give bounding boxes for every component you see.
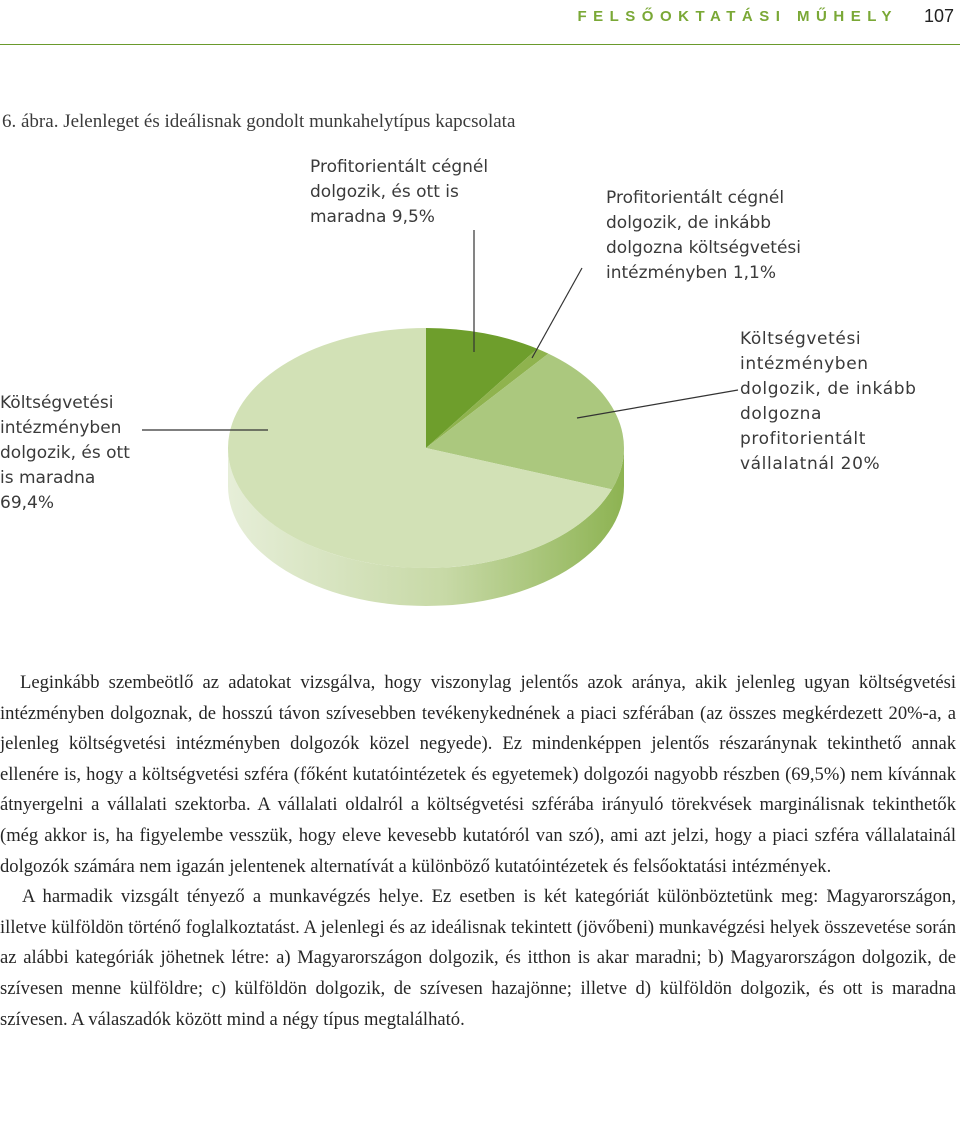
label-profit-to-budget: Profitorientált cégnél dolgozik, de inkább dolgozna költségvetési intézményben 1,1%: [606, 188, 801, 283]
figure-caption: 6. ábra. Jelenleget és ideálisnak gondolt munkahelytípus kapcsolata: [2, 111, 516, 132]
paragraph: Leginkább szembeötlő az adatokat vizsgálva, hogy viszonylag jelentős azok aránya, akik jelenleg ugyan költségvetési intézményben dolgoznak, de hosszú távon szívesebben tevékenykednének a piaci szférában (az összes megkérdezett 20%-a, a jelenleg költségvetési intézményben dolgozók közel negyede). Ez mindenképpen jelentős részaránynak tekinthető annak ellenére is, hogy a költségvetési szféra (főként kutatóintézetek és egyetemek) dolgozói nagyobb részben (69,5%) nem kívánnak átnyergelni a vállalati szektorba. A vállalati oldalról a költségvetési szférába irányuló törekvések marginálisnak tekinthetők (még akkor is, ha figyelembe vesszük, hogy eleve kevesebb kutatóról van szó), ami azt jelzi, hogy a piaci szféra vállalatainál dolgozók számára nem igazán jelentenek alternatívát a különböző kutatóintézetek és felsőoktatási intézmények.: [0, 672, 956, 877]
page-number: 107: [923, 6, 954, 26]
label-profit-stay: Profitorientált cégnél dolgozik, és ott is maradna 9,5%: [310, 157, 489, 227]
body-text: [0, 668, 956, 1035]
leader-line-1: [532, 268, 582, 358]
journal-title: FELSŐOKTATÁSI MŰHELY: [577, 8, 898, 25]
paragraph: A harmadik vizsgált tényező a munkavégzés helye. Ez esetben is két kategóriát különböztetünk meg: Magyarországon, illetve külföldön történő foglalkoztatást. A jelenlegi és az ideálisnak tekintett (jövőbeni) munkavégzési helyek összevetése során az alábbi kategóriák jöhetnek létre: a) Magyarországon dolgozik, és itthon is akar maradni; b) Magyarországon dolgozik, de szívesen menne külföldre; c) külföldön dolgozik, de szívesen hazajönne; illetve d) külföldön dolgozik, és ott is maradna szívesen. A válaszadók között mind a négy típus megtalálható.: [0, 886, 956, 1030]
label-budget-to-profit: Költségvetési intézményben dolgozik, de inkább dolgozna profitorientált vállalatnál 20%: [740, 329, 917, 474]
label-budget-stay: Költségvetési intézményben dolgozik, és ott is maradna 69,4%: [0, 393, 130, 513]
